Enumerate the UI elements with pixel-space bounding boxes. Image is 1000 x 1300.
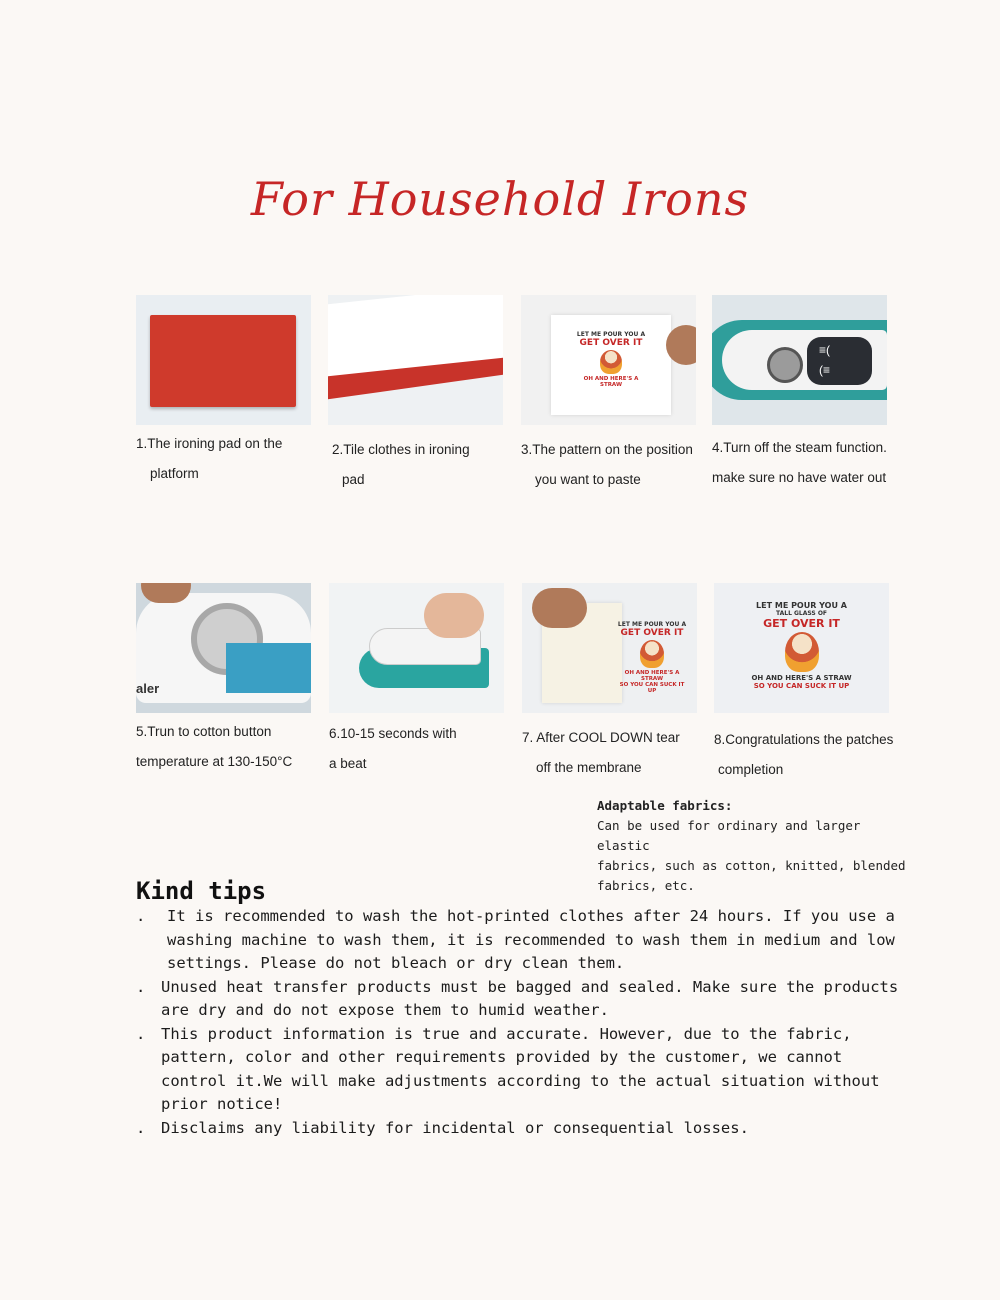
label-panel — [226, 643, 311, 693]
step-5-line2: temperature at 130-150°C — [136, 754, 293, 769]
step-3 — [521, 295, 696, 495]
step-6-line2: a beat — [329, 756, 367, 771]
hand — [532, 588, 587, 628]
fabrics-line-2: fabrics, such as cotton, knitted, blended — [597, 858, 906, 873]
burst-button-icon: (≡ — [819, 363, 830, 377]
tip-item — [136, 905, 906, 976]
brand-text: aler — [136, 681, 160, 696]
tip-text: Unused heat transfer products must be bagged and sealed. Make sure the products are dry and do not expose them to humid weather. — [161, 977, 899, 1019]
step-2-caption — [328, 435, 503, 495]
print-art: LET ME POUR YOU A GET OVER IT OH AND HERE'S A STRAW — [576, 331, 646, 388]
step-3-line2: you want to paste — [535, 472, 641, 487]
step-7-line2: off the membrane — [536, 760, 642, 775]
fabrics-heading: Adaptable fabrics: — [597, 798, 733, 813]
step-7 — [522, 583, 697, 783]
tip-bullet: . — [136, 1118, 146, 1137]
step-8-caption — [714, 725, 894, 785]
page-title: For Household Irons — [250, 172, 750, 226]
step-8 — [714, 583, 894, 785]
step-6-caption — [329, 719, 504, 779]
tip-item — [136, 1117, 906, 1141]
step-2-image — [328, 295, 503, 425]
steam-button-icon: ≡( — [819, 343, 830, 357]
ironing-pad — [150, 315, 296, 407]
step-7-image — [522, 583, 697, 713]
tips-heading: Kind tips — [136, 877, 267, 905]
tip-bullet: . — [136, 1024, 146, 1043]
step-1-caption — [136, 429, 311, 489]
print-art: LET ME POUR YOU A TALL GLASS OF GET OVER IT OH AND HERE'S A STRAW SO YOU CAN SUCK IT UP — [751, 601, 852, 690]
control-buttons — [807, 337, 872, 385]
tip-text: It is recommended to wash the hot-printed clothes after 24 hours. If you use a washing machine to wash them, it is recommended to wash them in medium and low settings. Please do not bleach or dry clean them. — [167, 907, 895, 972]
hand — [424, 593, 484, 638]
step-8-line2: completion — [718, 762, 784, 777]
step-5 — [136, 583, 311, 777]
tip-text: Disclaims any liability for incidental or consequential losses. — [161, 1118, 749, 1137]
step-8-line1: 8.Congratulations the patches — [714, 732, 894, 747]
step-4-line1: 4.Turn off the steam function. — [712, 440, 887, 455]
rooster-graphic — [600, 350, 622, 374]
step-8-image — [714, 583, 889, 713]
rooster-graphic — [640, 640, 664, 668]
step-5-image — [136, 583, 311, 713]
tip-bullet: . — [136, 907, 146, 925]
steam-dial-icon — [767, 347, 803, 383]
step-6 — [329, 583, 504, 779]
step-1-image — [136, 295, 311, 425]
step-5-caption — [136, 717, 311, 777]
step-2 — [328, 295, 503, 495]
step-2-line2: pad — [342, 472, 365, 487]
print-art: LET ME POUR YOU A GET OVER IT OH AND HERE'S A STRAW SO YOU CAN SUCK IT UP — [617, 621, 687, 694]
adaptable-fabrics — [597, 796, 917, 896]
fabrics-line-3: fabrics, etc. — [597, 878, 695, 893]
tip-bullet: . — [136, 977, 146, 996]
step-3-line1: 3.The pattern on the position — [521, 442, 693, 457]
step-7-line1: 7. After COOL DOWN tear — [522, 730, 680, 745]
step-4-line2: make sure no have water out — [712, 470, 887, 485]
step-3-image — [521, 295, 696, 425]
tip-item — [136, 1023, 906, 1117]
step-6-line1: 6.10-15 seconds with — [329, 726, 457, 741]
step-4-caption — [712, 433, 887, 493]
tips-list — [136, 905, 906, 1140]
step-6-image — [329, 583, 504, 713]
tip-text: This product information is true and accurate. However, due to the fabric, pattern, color and other requirements provided by the customer, we cannot control it.We will make adjustments according to the actual situation without prior notice! — [161, 1024, 880, 1113]
step-3-caption — [521, 435, 696, 495]
step-2-line1: 2.Tile clothes in ironing — [332, 442, 470, 457]
step-1-line1: 1.The ironing pad on the — [136, 436, 283, 451]
step-4 — [712, 295, 887, 493]
rooster-graphic — [785, 632, 819, 672]
step-1-line2: platform — [150, 466, 199, 481]
step-1 — [136, 295, 311, 489]
step-5-line1: 5.Trun to cotton button — [136, 724, 272, 739]
tip-item — [136, 976, 906, 1023]
fabrics-line-1: Can be used for ordinary and larger elastic — [597, 818, 861, 853]
step-7-caption — [522, 723, 697, 783]
step-4-image — [712, 295, 887, 425]
